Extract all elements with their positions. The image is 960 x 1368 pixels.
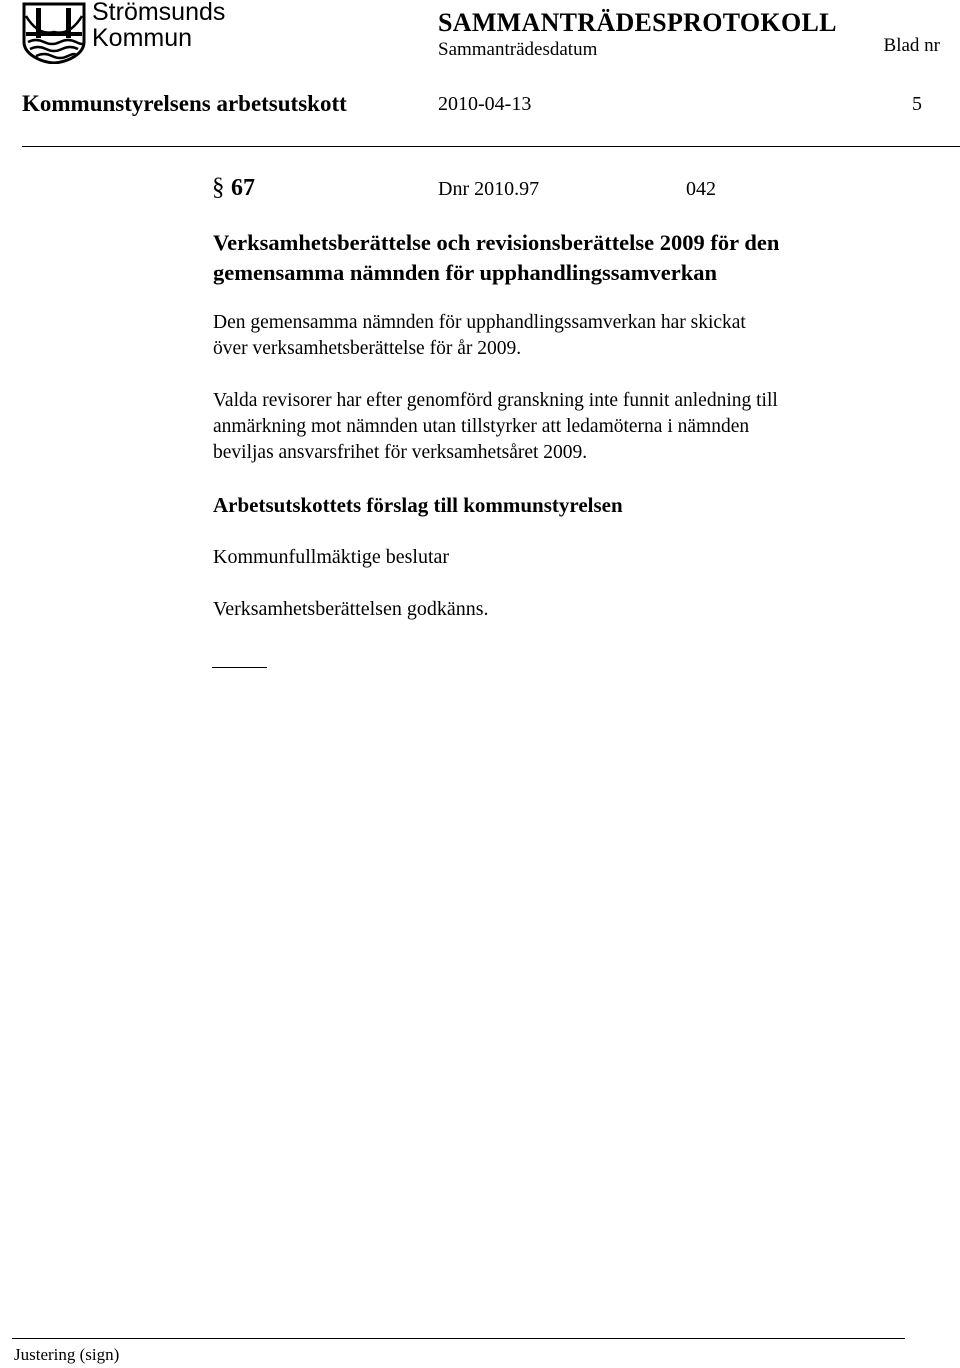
matter-title-line-2: gemensamma nämnden för upphandlingssamverkan — [213, 260, 718, 285]
body-paragraph-2-line: anmärkning mot nämnden utan tillstyrker att ledamöterna i nämnden — [213, 416, 750, 437]
matter-title-line-1: Verksamhetsberättelse och revisionsberättelse 2009 för den — [213, 230, 780, 255]
header-divider — [22, 146, 960, 147]
section-sign: § — [212, 174, 225, 201]
footer-divider — [12, 1338, 905, 1339]
body-paragraph-2-line: Valda revisorer har efter genomförd granskning inte funnit anledning till — [213, 390, 778, 411]
bridge-crest-icon — [22, 2, 86, 64]
body-paragraph-1-line: över verksamhetsberättelse för år 2009. — [213, 338, 522, 359]
signature-label: Justering (sign) — [14, 1345, 120, 1364]
diary-number: Dnr 2010.97 — [438, 178, 540, 200]
section-end-rule — [212, 667, 267, 668]
meeting-date: 2010-04-13 — [438, 93, 532, 115]
body-paragraph-2-line: beviljas ansvarsfrihet för verksamhetsåret 2009. — [213, 442, 588, 463]
page-number: 5 — [912, 93, 922, 115]
archive-code: 042 — [686, 178, 716, 200]
paragraph-number: 67 — [231, 175, 255, 201]
municipality-logo — [22, 2, 86, 64]
page-number-label: Blad nr — [883, 35, 940, 56]
body-paragraph-1-line: Den gemensamma nämnden för upphandlingssamverkan har skickat — [213, 312, 746, 333]
logo-text-line-2: Kommun — [92, 24, 193, 52]
protocol-title: SAMMANTRÄDESPROTOKOLL — [438, 8, 837, 37]
decision-intro: Kommunfullmäktige beslutar — [213, 546, 450, 568]
decision-text: Verksamhetsberättelsen godkänns. — [213, 598, 489, 620]
committee-name: Kommunstyrelsens arbetsutskott — [22, 91, 347, 116]
meeting-date-label: Sammanträdesdatum — [438, 39, 598, 60]
proposal-heading: Arbetsutskottets förslag till kommunstyrelsen — [213, 493, 623, 517]
logo-text-line-1: Strömsunds — [92, 0, 226, 26]
